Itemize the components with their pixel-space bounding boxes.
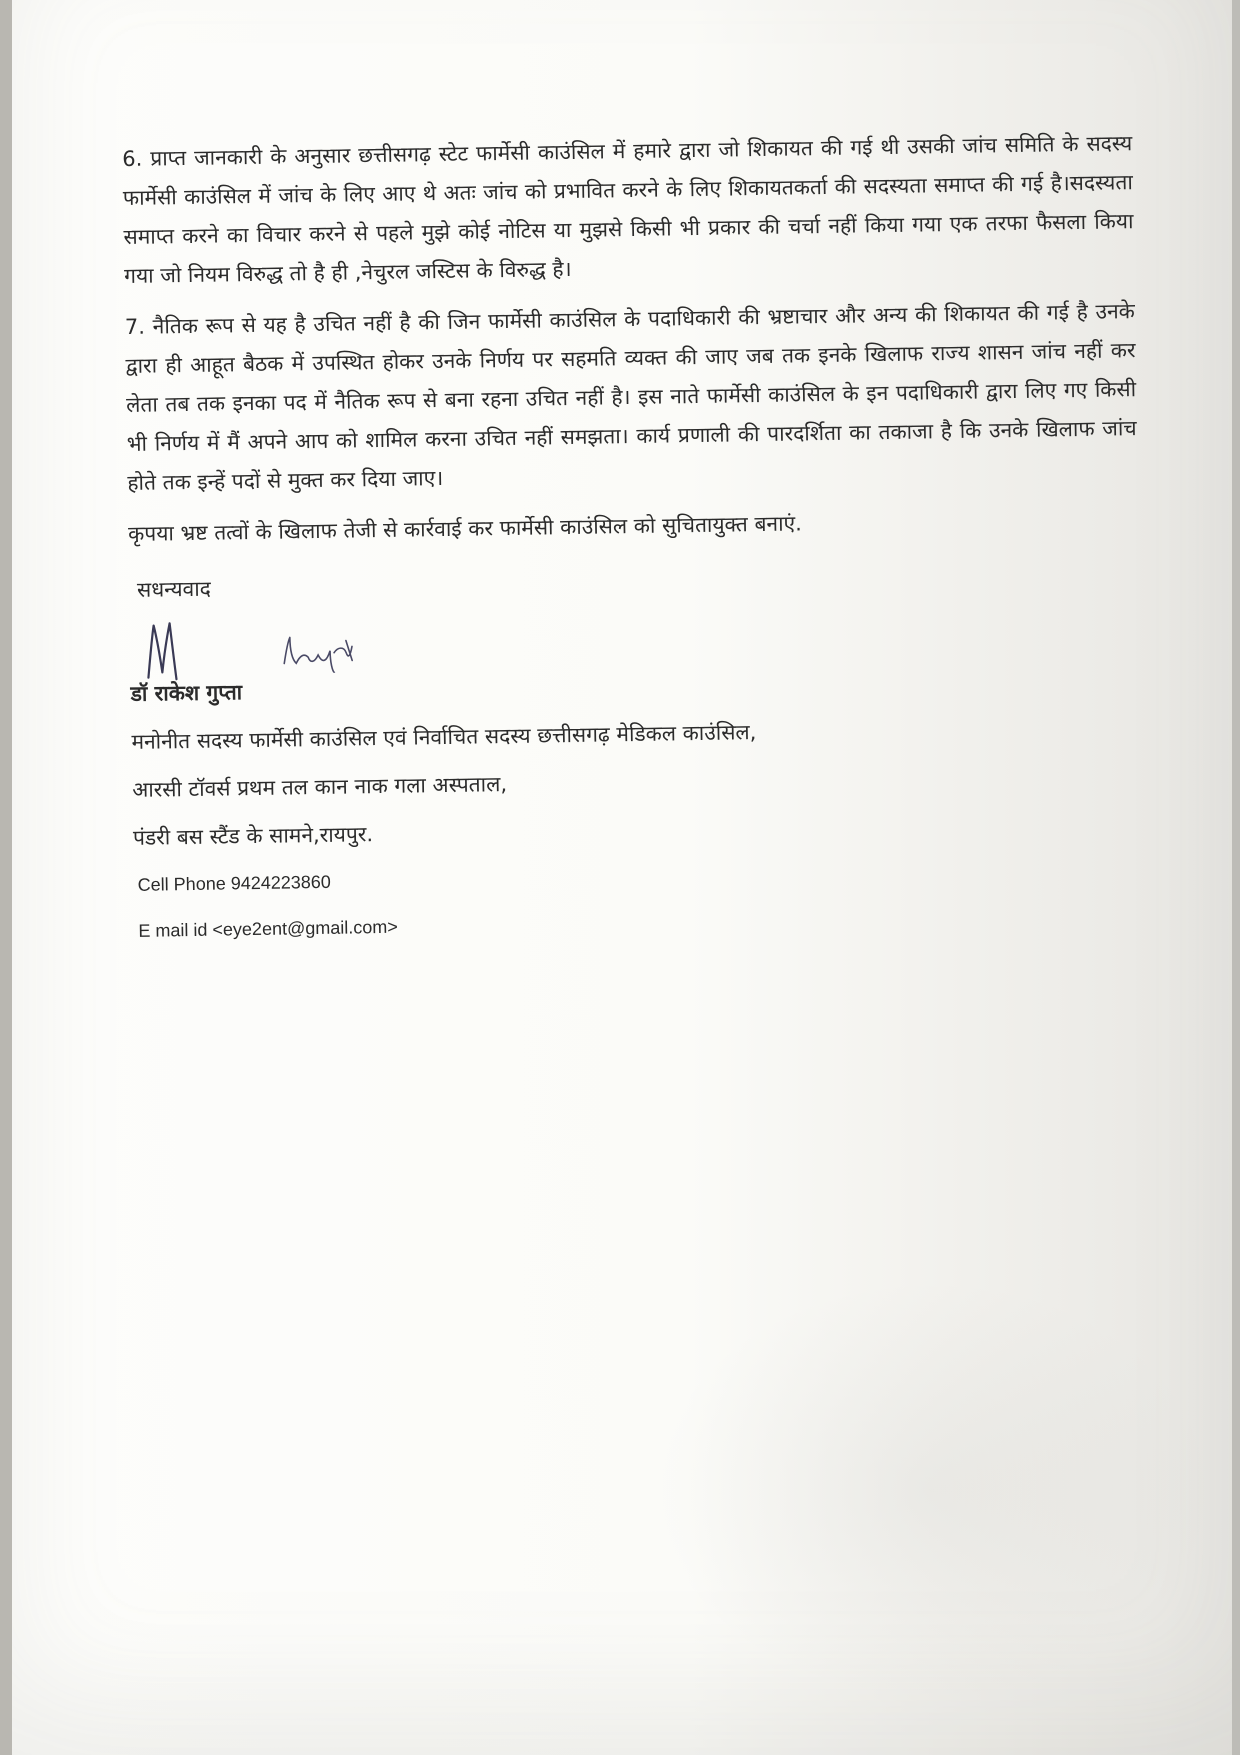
thanks-text: सधन्यवाद xyxy=(136,576,212,602)
handwritten-initials-icon xyxy=(280,632,361,673)
address-line-2: पंडरी बस स्टैंड के सामने,रायपुर. xyxy=(132,822,374,850)
phone-number: Cell Phone 9424223860 xyxy=(137,871,332,895)
closing-request: कृपया भ्रष्ट तत्वों के खिलाफ तेजी से कार्रवाई कर फार्मेसी काउंसिल को सुचितायुक्त बनाएं. xyxy=(128,511,803,546)
letter-body xyxy=(122,124,1145,954)
paper-shadow xyxy=(652,1280,1212,1700)
signatory-name: डॉ राकेश गुप्ता xyxy=(130,680,243,706)
designation: मनोनीत सदस्य फार्मेसी काउंसिल एवं निर्वाचित सदस्य छत्तीसगढ़ मेडिकल काउंसिल, xyxy=(131,720,757,754)
handwritten-signature-icon xyxy=(140,617,201,688)
address-line-1: आरसी टॉवर्स प्रथम तल कान नाक गला अस्पताल, xyxy=(132,772,508,802)
letter-page xyxy=(12,0,1240,1755)
paragraph-7: 7. नैतिक रूप से यह है उचित नहीं है की जिन फार्मेसी काउंसिल के पदाधिकारी की भ्रष्टाचार और अन्य की शिकायत की गई है उनके द्वारा ही आहूत बैठक में उपस्थित होकर उनके निर्णय पर सहमति व्यक्त की जाए जब तक इनके खिलाफ राज्य शासन जांच नहीं कर लेता तब तक इनका पद में नैतिक रूप से बना रहना उचित नहीं है। इस नाते फार्मेसी काउंसिल के इन पदाधिकारी द्वारा लिए गए किसी भी निर्णय में मैं अपने आप को शामिल करना उचित नहीं समझता। कार्य प्रणाली की पारदर्शिता का तकाजा है कि उनके खिलाफ जांच होते तक इन्हें पदों से मुक्त कर दिया जाए। xyxy=(124,299,1137,495)
paragraph-6: 6. प्राप्त जानकारी के अनुसार छत्तीसगढ़ स्टेट फार्मेसी काउंसिल में हमारे द्वारा जो शिकायत की गई थी उसकी जांच समिति के सदस्य फार्मेसी काउंसिल में जांच के लिए आए थे अतः जांच को प्रभावित करने के लिए शिकायतकर्ता की सदस्यता समाप्त की गई है।सदस्यता समाप्त करने का विचार करने से पहले मुझे कोई नोटिस या मुझसे किसी भी प्रकार की चर्चा नहीं किया गया एक तरफा फैसला किया गया जो नियम विरुद्ध तो है ही ,नेचुरल जस्टिस के विरुद्ध है। xyxy=(122,131,1134,288)
page-edge xyxy=(1232,0,1240,1755)
email-address: E mail id <eye2ent@gmail.com> xyxy=(138,916,398,941)
signature-block xyxy=(130,602,1141,718)
